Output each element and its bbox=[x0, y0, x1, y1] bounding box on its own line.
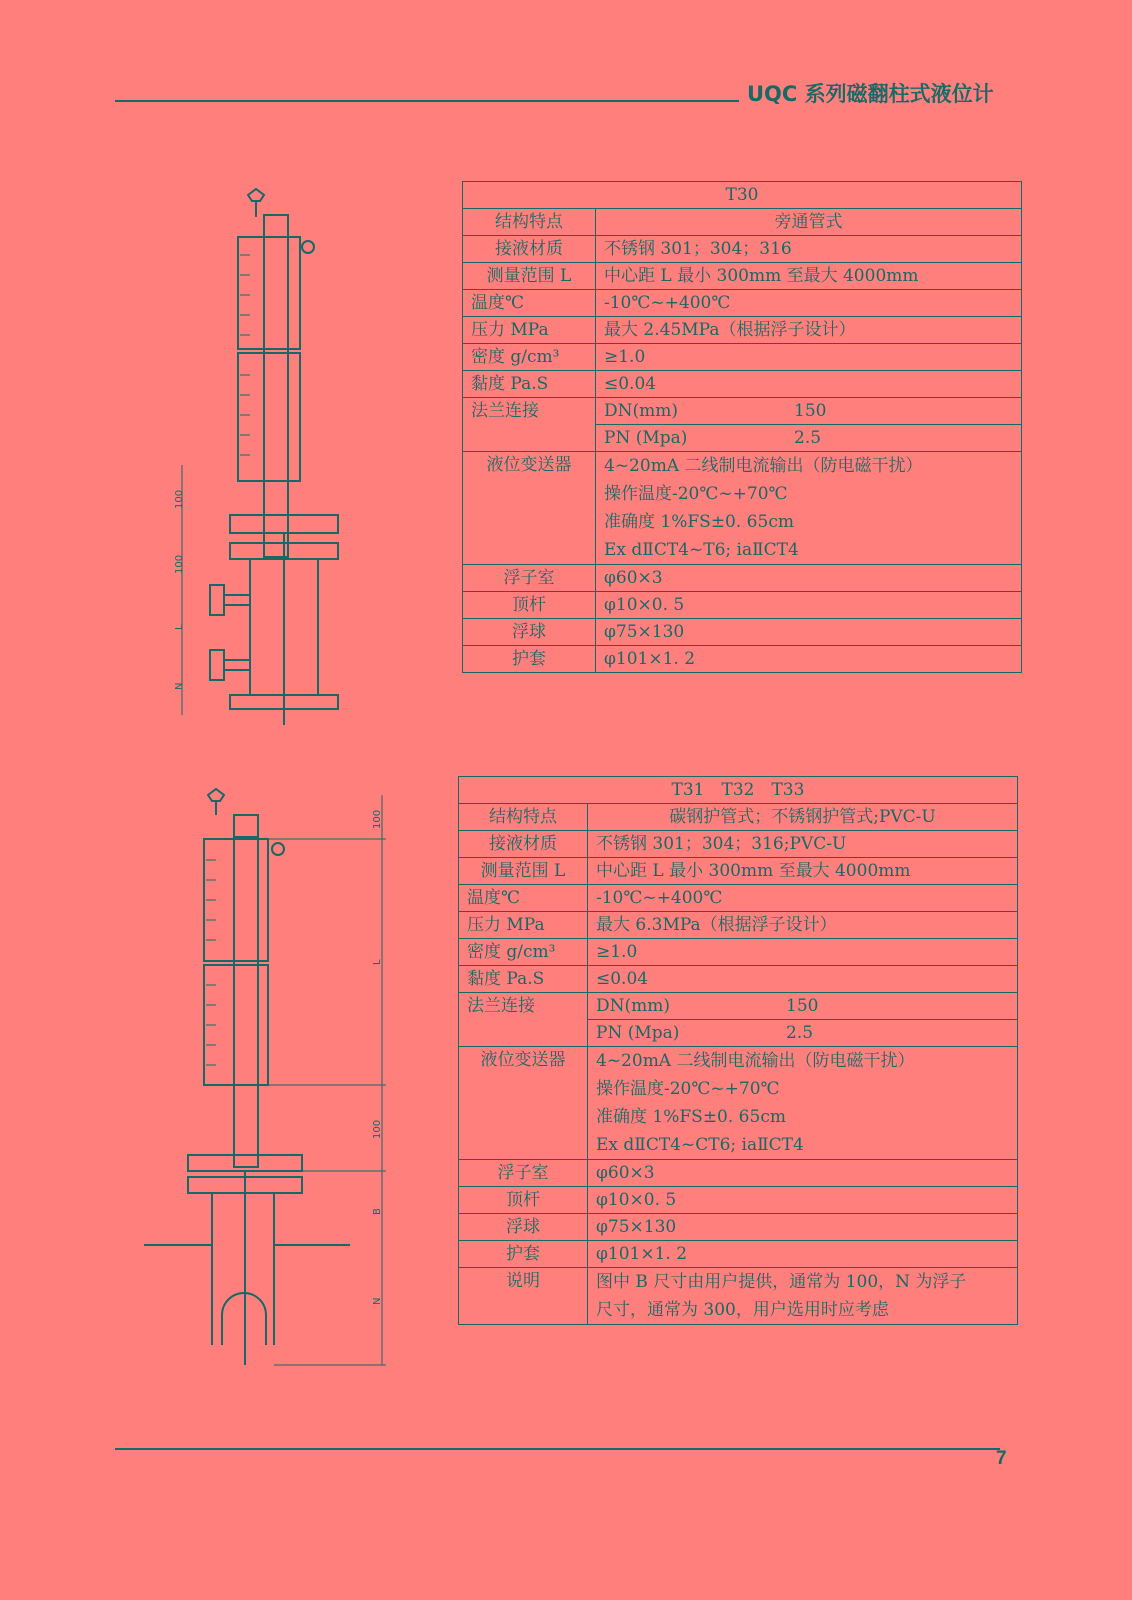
row-label: 温度℃ bbox=[463, 290, 596, 317]
row-label: 结构特点 bbox=[463, 209, 596, 236]
transmitter-line: 操作温度-20℃~+70℃ bbox=[596, 1079, 780, 1099]
row-label: 法兰连接 bbox=[463, 398, 596, 452]
row-label: 压力 MPa bbox=[459, 912, 588, 939]
row-label: 护套 bbox=[459, 1241, 588, 1268]
page-number: 7 bbox=[996, 1448, 1007, 1469]
row-label: 说明 bbox=[459, 1268, 588, 1325]
table-row bbox=[459, 804, 1018, 831]
row-value: 中心距 L 最小 300mm 至最大 4000mm bbox=[588, 858, 1018, 885]
row-label: 结构特点 bbox=[459, 804, 588, 831]
page-header-title: UQC 系列磁翻柱式液位计 bbox=[747, 82, 994, 106]
dim-label: L bbox=[372, 959, 383, 965]
note-line: 图中 B 尺寸由用户提供，通常为 100，N 为浮子 bbox=[596, 1272, 967, 1292]
row-value: φ101×1. 2 bbox=[596, 646, 1022, 673]
dim-label: L bbox=[174, 624, 185, 630]
table-row bbox=[463, 592, 1022, 619]
row-value: φ60×3 bbox=[596, 565, 1022, 592]
row-value bbox=[588, 993, 1018, 1020]
dim-label: N bbox=[174, 682, 185, 690]
table-row bbox=[459, 939, 1018, 966]
table-row bbox=[463, 398, 1022, 425]
transmitter-line: 4~20mA 二线制电流输出（防电磁干扰） bbox=[596, 1051, 915, 1071]
dn-value: 150 bbox=[794, 401, 827, 421]
table-row bbox=[463, 182, 1022, 209]
row-label: 浮子室 bbox=[463, 565, 596, 592]
row-value bbox=[588, 1268, 1018, 1325]
row-value: -10℃~+400℃ bbox=[596, 290, 1022, 317]
pn-key: PN (Mpa) bbox=[596, 1023, 680, 1043]
row-value: ≥1.0 bbox=[588, 939, 1018, 966]
row-value bbox=[596, 398, 1022, 425]
header-rule bbox=[115, 100, 739, 102]
dim-label: 100 bbox=[372, 809, 383, 829]
transmitter-line: 准确度 1%FS±0. 65cm bbox=[604, 512, 794, 532]
row-value: φ60×3 bbox=[588, 1160, 1018, 1187]
table-row bbox=[463, 565, 1022, 592]
row-label: 浮子室 bbox=[459, 1160, 588, 1187]
table-row bbox=[459, 777, 1018, 804]
row-value: 最大 2.45MPa（根据浮子设计） bbox=[596, 317, 1022, 344]
table-row bbox=[463, 452, 1022, 565]
row-value: ≥1.0 bbox=[596, 344, 1022, 371]
transmitter-line: 4~20mA 二线制电流输出（防电磁干扰） bbox=[604, 456, 923, 476]
table-row bbox=[459, 1214, 1018, 1241]
table-row bbox=[463, 619, 1022, 646]
row-value bbox=[588, 1020, 1018, 1047]
table-row bbox=[459, 1160, 1018, 1187]
table-title: T30 bbox=[463, 182, 1022, 209]
dim-label: 100 bbox=[174, 489, 185, 509]
table-row bbox=[459, 1047, 1018, 1160]
transmitter-line: 操作温度-20℃~+70℃ bbox=[604, 484, 788, 504]
row-value: φ10×0. 5 bbox=[596, 592, 1022, 619]
row-label: 接液材质 bbox=[463, 236, 596, 263]
table-row bbox=[463, 371, 1022, 398]
dn-value: 150 bbox=[786, 996, 819, 1016]
table-row bbox=[459, 831, 1018, 858]
row-label: 法兰连接 bbox=[459, 993, 588, 1047]
row-value: 最大 6.3MPa（根据浮子设计） bbox=[588, 912, 1018, 939]
transmitter-line: Ex dⅡCT4~CT6; iaⅡCT4 bbox=[596, 1135, 804, 1155]
table-row bbox=[459, 1268, 1018, 1325]
table-row bbox=[463, 317, 1022, 344]
row-label: 黏度 Pa.S bbox=[459, 966, 588, 993]
row-label: 护套 bbox=[463, 646, 596, 673]
note-line: 尺寸，通常为 300，用户选用时应考虑 bbox=[596, 1300, 889, 1320]
table-row bbox=[459, 885, 1018, 912]
row-label: 温度℃ bbox=[459, 885, 588, 912]
transmitter-line: 准确度 1%FS±0. 65cm bbox=[596, 1107, 786, 1127]
table-row bbox=[463, 290, 1022, 317]
row-value: 不锈钢 301；304；316 bbox=[596, 236, 1022, 263]
row-value: -10℃~+400℃ bbox=[588, 885, 1018, 912]
row-label: 浮球 bbox=[459, 1214, 588, 1241]
transmitter-line: Ex dⅡCT4~T6; iaⅡCT4 bbox=[604, 540, 799, 560]
row-label: 接液材质 bbox=[459, 831, 588, 858]
row-value: φ10×0. 5 bbox=[588, 1187, 1018, 1214]
row-value: 中心距 L 最小 300mm 至最大 4000mm bbox=[596, 263, 1022, 290]
row-label: 压力 MPa bbox=[463, 317, 596, 344]
row-label: 顶杆 bbox=[463, 592, 596, 619]
row-value: ≤0.04 bbox=[588, 966, 1018, 993]
row-value: 不锈钢 301；304；316;PVC-U bbox=[588, 831, 1018, 858]
row-label: 顶杆 bbox=[459, 1187, 588, 1214]
dn-key: DN(mm) bbox=[596, 996, 671, 1016]
pn-value: 2.5 bbox=[786, 1023, 814, 1043]
dim-label: 100 bbox=[174, 554, 185, 574]
table-row bbox=[463, 344, 1022, 371]
table-row bbox=[459, 858, 1018, 885]
row-value bbox=[588, 1047, 1018, 1160]
row-value: ≤0.04 bbox=[596, 371, 1022, 398]
row-value: 旁通管式 bbox=[596, 209, 1022, 236]
dim-label: 100 bbox=[372, 1119, 383, 1139]
table-row bbox=[463, 209, 1022, 236]
row-value: φ101×1. 2 bbox=[588, 1241, 1018, 1268]
dn-key: DN(mm) bbox=[604, 401, 679, 421]
row-label: 密度 g/cm³ bbox=[459, 939, 588, 966]
table-row bbox=[459, 993, 1018, 1020]
table-title: T31 T32 T33 bbox=[459, 777, 1018, 804]
row-label: 测量范围 L bbox=[463, 263, 596, 290]
table-row bbox=[459, 1187, 1018, 1214]
table-row bbox=[459, 912, 1018, 939]
row-label: 密度 g/cm³ bbox=[463, 344, 596, 371]
row-label: 液位变送器 bbox=[459, 1047, 588, 1160]
table-row bbox=[463, 263, 1022, 290]
table-row bbox=[459, 1241, 1018, 1268]
row-label: 浮球 bbox=[463, 619, 596, 646]
pn-key: PN (Mpa) bbox=[604, 428, 688, 448]
spec-table-t30 bbox=[462, 181, 1022, 673]
pn-value: 2.5 bbox=[794, 428, 822, 448]
dim-label: N bbox=[372, 1297, 383, 1305]
table-row bbox=[463, 236, 1022, 263]
row-value: φ75×130 bbox=[588, 1214, 1018, 1241]
row-label: 黏度 Pa.S bbox=[463, 371, 596, 398]
row-value: φ75×130 bbox=[596, 619, 1022, 646]
spec-table-t31-t33 bbox=[458, 776, 1018, 1325]
t31-t33-technical-drawing bbox=[140, 785, 400, 1375]
row-label: 测量范围 L bbox=[459, 858, 588, 885]
t30-technical-drawing bbox=[170, 185, 360, 730]
table-row bbox=[463, 646, 1022, 673]
footer-rule bbox=[115, 1448, 1000, 1450]
row-value bbox=[596, 425, 1022, 452]
row-label: 液位变送器 bbox=[463, 452, 596, 565]
dim-label: B bbox=[372, 1208, 383, 1215]
row-value bbox=[596, 452, 1022, 565]
table-row bbox=[459, 966, 1018, 993]
row-value: 碳钢护管式；不锈钢护管式;PVC-U bbox=[588, 804, 1018, 831]
